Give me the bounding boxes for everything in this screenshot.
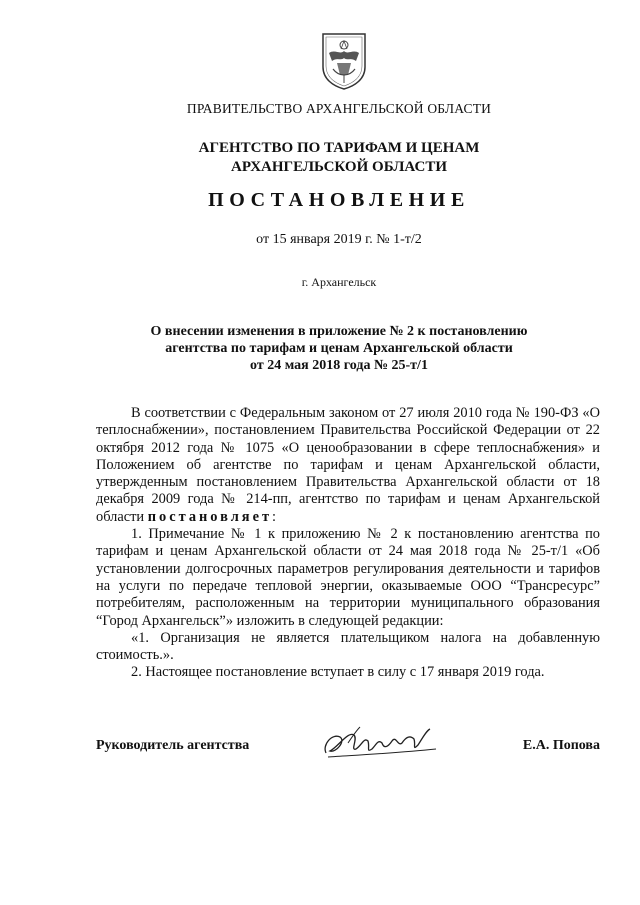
preamble-end: :	[272, 508, 277, 525]
document-date-number: от 15 января 2019 г. № 1-т/2	[256, 232, 422, 247]
agency-name	[0, 139, 640, 177]
paragraph-preamble	[96, 405, 600, 526]
paragraph-item-1: 1. Примечание № 1 к приложению № 2 к постановлению агентства по тарифам и ценам Архангельской области от 24 мая 2018 года № 25-т/1 «Об установлении долгосрочных параметров регулирования деятельности и тарифов на услуги по передаче тепловой энергии, оказываемые ООО “Трансресурс” потребителям, расположенным на территории муниципального образования “Город Архангельск”» изложить в следующей редакции:	[96, 526, 600, 629]
document-type-title: ПОСТАНОВЛЕНИЕ	[208, 189, 470, 211]
document-subject	[0, 323, 640, 374]
signature-block	[96, 738, 600, 758]
preamble-text: В соответствии с Федеральным законом от 27 июля 2010 года № 190-ФЗ «О теплоснабжении», постановлением Правительства Российской Федерации от 22 октября 2012 года № 1075 «О ценообразовании в сфере теплоснабжения» и Положением об агентстве по тарифам и ценам Архангельской области, утвержденным постановлением Правительства Архангельской области от 18 декабря 2009 года № 214-пп, агентство по тарифам и ценам Архангельской области	[96, 405, 600, 525]
document-city: г. Архангельск	[301, 275, 377, 289]
signatory-position: Руководитель агентства	[96, 738, 250, 753]
coat-of-arms-emblem	[319, 31, 369, 91]
preamble-keyword: постановляет	[147, 508, 273, 525]
subject-line2: агентства по тарифам и ценам Архангельской области	[165, 341, 513, 356]
subject-line3: от 24 мая 2018 года № 25-т/1	[250, 358, 428, 373]
subject-line1: О внесении изменения в приложение № 2 к постановлению	[150, 324, 528, 339]
paragraph-item-2: 2. Настоящее постановление вступает в силу с 17 января 2019 года.	[131, 664, 545, 681]
agency-name-line1: АГЕНТСТВО ПО ТАРИФАМ И ЦЕНАМ	[198, 140, 480, 156]
signatory-name: Е.А. Попова	[522, 738, 600, 753]
government-name: ПРАВИТЕЛЬСТВО АРХАНГЕЛЬСКОЙ ОБЛАСТИ	[186, 101, 492, 116]
paragraph-quote: «1. Организация не является плательщиком налога на добавленную стоимость.».	[96, 629, 600, 664]
document-body	[96, 405, 600, 682]
agency-name-line2: АРХАНГЕЛЬСКОЙ ОБЛАСТИ	[231, 159, 447, 175]
